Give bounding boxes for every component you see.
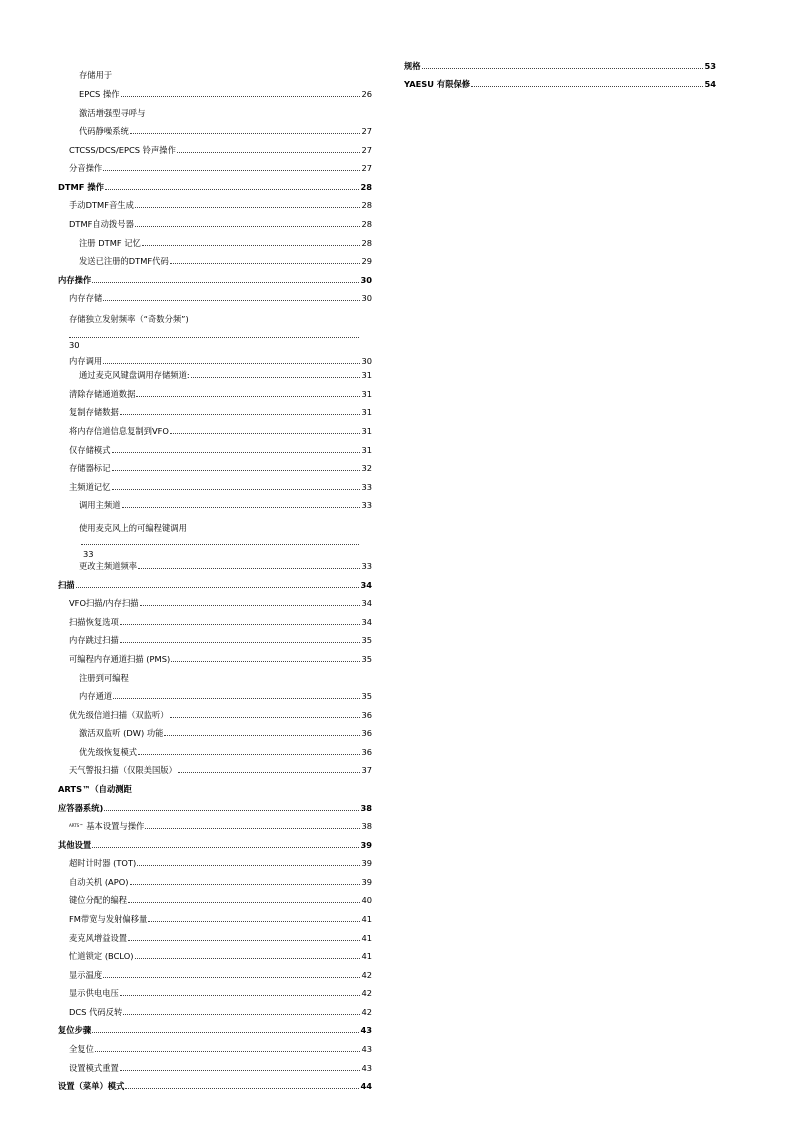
toc-entry-page: 42 <box>361 988 372 998</box>
toc-entry-page: 35 <box>361 654 372 664</box>
toc-dot-leader <box>138 753 360 755</box>
toc-entry[interactable] <box>58 1059 372 1073</box>
toc-entry[interactable] <box>58 1077 372 1091</box>
toc-entry[interactable] <box>58 669 372 683</box>
toc-entry-page: 43 <box>360 1025 372 1035</box>
toc-entry-title: 全复位 <box>69 1044 94 1054</box>
toc-entry-title: 规格 <box>404 61 421 71</box>
arts-logo: ARTS™ <box>69 823 84 828</box>
toc-entry-page: 36 <box>361 728 372 738</box>
toc-dot-leader <box>142 244 361 246</box>
toc-entry-page: 39 <box>360 840 372 850</box>
toc-entry-title: 主频道记忆 <box>69 482 111 492</box>
toc-dot-leader <box>170 716 361 718</box>
toc-entry[interactable] <box>58 929 372 943</box>
toc-entry-page: 33 <box>361 561 372 571</box>
toc-entry[interactable] <box>58 891 372 905</box>
toc-entry-title: 内存调用 <box>69 356 103 366</box>
toc-entry[interactable] <box>58 576 372 590</box>
toc-entry[interactable] <box>58 687 372 701</box>
toc-entry-title: 代码静噪系统 <box>79 126 129 136</box>
toc-dot-leader <box>81 543 359 545</box>
toc-entry[interactable] <box>58 1003 372 1017</box>
toc-entry-page: 41 <box>361 951 372 961</box>
toc-entry-title: 扫描 <box>58 580 75 590</box>
toc-entry-title: 显示温度 <box>69 970 103 980</box>
toc-entry-title: 可编程内存通道扫描 (PMS) <box>69 654 171 664</box>
toc-dot-leader <box>171 660 360 662</box>
toc-entry[interactable] <box>58 178 372 192</box>
toc-entry-title: 优先级恢复模式 <box>79 747 138 757</box>
toc-entry-title: 复制存储数据 <box>69 407 119 417</box>
toc-dot-leader <box>128 939 360 941</box>
toc-entry-page: 40 <box>361 895 372 905</box>
toc-dot-leader <box>135 225 361 227</box>
toc-entry[interactable] <box>58 984 372 998</box>
toc-dot-leader <box>113 697 360 699</box>
toc-entry-page: 31 <box>361 445 372 455</box>
toc-dot-leader <box>123 1013 360 1015</box>
toc-entry-page: 30 <box>360 275 372 285</box>
toc-entry[interactable] <box>58 557 372 571</box>
toc-dot-leader <box>130 883 361 885</box>
toc-entry-title: 内存跳过扫描 <box>69 635 119 645</box>
toc-entry-page: 38 <box>361 821 372 831</box>
toc-entry-page: 27 <box>361 126 372 136</box>
toc-entry-page: 36 <box>361 747 372 757</box>
toc-dot-leader <box>135 957 361 959</box>
toc-entry[interactable] <box>58 1040 372 1054</box>
toc-entry-page: 42 <box>361 1007 372 1017</box>
toc-entry-title: EPCS 操作 <box>79 89 120 99</box>
toc-entry[interactable] <box>58 122 372 136</box>
toc-entry[interactable] <box>58 66 372 80</box>
toc-entry-page: 26 <box>361 89 372 99</box>
toc-entry[interactable] <box>58 650 372 664</box>
toc-entry-title: VFO扫描/内存扫描 <box>69 598 139 608</box>
toc-entry[interactable] <box>58 271 372 285</box>
toc-entry[interactable] <box>58 910 372 924</box>
toc-dot-leader <box>422 67 704 69</box>
toc-entry-page: 34 <box>361 617 372 627</box>
toc-entry[interactable] <box>58 947 372 961</box>
toc-entry-page: 31 <box>361 407 372 417</box>
toc-dot-leader <box>120 413 361 415</box>
toc-entry-page: 37 <box>361 765 372 775</box>
toc-entry[interactable] <box>58 252 372 266</box>
toc-entry-page: 29 <box>361 256 372 266</box>
toc-entry-title: 键位分配的编程 <box>69 895 128 905</box>
toc-entry-title: 内存操作 <box>58 275 92 285</box>
toc-entry[interactable] <box>58 780 372 794</box>
toc-dot-leader <box>112 469 361 471</box>
toc-dot-leader <box>112 451 361 453</box>
toc-entry-title: ARTS™（自动测距 <box>58 784 132 794</box>
toc-entry-title: 激活双监听 (DW) 功能 <box>79 728 164 738</box>
toc-entry-title: 扫描恢复选项 <box>69 617 119 627</box>
toc-entry-title: 复位步骤 <box>58 1025 92 1035</box>
toc-entry[interactable] <box>58 496 372 510</box>
toc-dot-leader <box>120 1069 361 1071</box>
toc-entry-page: 30 <box>361 293 372 303</box>
toc-entry-page: 44 <box>360 1081 372 1091</box>
toc-entry-title: 清除存储通道数据 <box>69 389 136 399</box>
toc-entry-title: DTMF自动拨号器 <box>69 219 134 229</box>
toc-entry-title: 将内存信道信息复制到VFO <box>69 426 169 436</box>
toc-entry[interactable] <box>58 799 372 813</box>
toc-entry-page: 41 <box>361 914 372 924</box>
toc-entry-title: 存储器标记 <box>69 463 111 473</box>
toc-entry[interactable] <box>58 761 372 775</box>
toc-entry[interactable] <box>58 196 372 210</box>
toc-entry[interactable] <box>58 85 372 99</box>
toc-dot-leader <box>122 506 361 508</box>
toc-entry-title: 自动关机 (APO) <box>69 877 129 887</box>
toc-entry-title: 存储用于 <box>79 70 113 80</box>
toc-entry-title: 注册 DTMF 记忆 <box>79 238 141 248</box>
toc-entry-page: 39 <box>361 877 372 887</box>
toc-entry-title: FM带宽与发射偏移量 <box>69 914 148 924</box>
toc-entry-title: 手动DTMF音生成 <box>69 200 134 210</box>
toc-entry-title: 仅存储模式 <box>69 445 111 455</box>
toc-entry-title: 设置（菜单）模式 <box>58 1081 125 1091</box>
toc-dot-leader <box>95 1050 361 1052</box>
toc-entry-odd-split-page: 30 <box>69 340 80 350</box>
toc-entry[interactable] <box>58 422 372 436</box>
toc-dot-leader <box>130 132 361 134</box>
toc-entry[interactable] <box>404 57 716 71</box>
toc-entry[interactable] <box>58 966 372 980</box>
toc-entry[interactable] <box>58 459 372 473</box>
toc-dot-leader <box>125 1087 359 1089</box>
toc-entry-page: 33 <box>361 482 372 492</box>
toc-entry-title: 基本设置与操作 <box>86 821 145 831</box>
toc-entry[interactable] <box>58 215 372 229</box>
toc-dot-leader <box>92 281 359 283</box>
toc-entry[interactable] <box>58 836 372 850</box>
toc-entry-page: 27 <box>361 145 372 155</box>
toc-dot-leader <box>138 567 360 569</box>
toc-entry-mic-key-title[interactable]: 使用麦克风上的可编程键调用 <box>79 523 187 533</box>
toc-dot-leader <box>148 920 360 922</box>
toc-dot-leader <box>103 976 360 978</box>
toc-entry-page: 36 <box>361 710 372 720</box>
toc-entry-page: 35 <box>361 691 372 701</box>
toc-entry-page: 33 <box>361 500 372 510</box>
toc-entry[interactable] <box>58 159 372 173</box>
toc-dot-leader <box>76 586 360 588</box>
toc-dot-leader <box>145 827 360 829</box>
toc-entry[interactable] <box>58 1021 372 1035</box>
toc-entry[interactable] <box>58 403 372 417</box>
toc-entry[interactable] <box>58 873 372 887</box>
toc-dot-leader <box>112 488 361 490</box>
toc-entry-page: 35 <box>361 635 372 645</box>
toc-entry-page: 54 <box>704 79 716 89</box>
toc-entry-title: 内存存储 <box>69 293 103 303</box>
toc-entry-page: 31 <box>361 426 372 436</box>
toc-entry-title: 发送已注册的DTMF代码 <box>79 256 169 266</box>
toc-entry-page: 34 <box>360 580 372 590</box>
toc-dot-leader <box>120 623 361 625</box>
toc-entry-page: 31 <box>361 370 372 380</box>
toc-entry[interactable] <box>404 75 716 89</box>
toc-dot-leader <box>120 641 361 643</box>
toc-entry-page: 38 <box>360 803 372 813</box>
toc-entry-page: 43 <box>361 1063 372 1073</box>
toc-dot-leader <box>135 206 361 208</box>
toc-entry-page: 42 <box>361 970 372 980</box>
toc-entry[interactable] <box>58 613 372 627</box>
toc-entry[interactable] <box>58 817 372 831</box>
toc-entry[interactable] <box>58 441 372 455</box>
toc-entry-title: CTCSS/DCS/EPCS 铃声操作 <box>69 145 176 155</box>
toc-dot-leader <box>103 299 360 301</box>
toc-entry-page: 28 <box>361 200 372 210</box>
toc-dot-leader <box>121 95 361 97</box>
toc-entry-title: 更改主频道频率 <box>79 561 138 571</box>
toc-entry[interactable] <box>58 289 372 303</box>
toc-dot-leader <box>120 994 361 996</box>
toc-entry-page: 43 <box>361 1044 372 1054</box>
toc-dot-leader <box>69 336 359 338</box>
toc-dot-leader <box>178 771 361 773</box>
toc-dot-leader <box>103 169 360 171</box>
toc-entry-odd-split-title[interactable]: 存储独立发射频率（“奇数分频”) <box>69 314 189 324</box>
toc-entry-title: 麦克风增益设置 <box>69 933 128 943</box>
toc-entry-title: 忙道锁定 (BCLO) <box>69 951 134 961</box>
toc-dot-leader <box>103 362 360 364</box>
toc-entry[interactable] <box>58 366 372 380</box>
toc-entry-page: 32 <box>361 463 372 473</box>
toc-entry-title: 内存通道 <box>79 691 113 701</box>
toc-entry-title: 调用主频道 <box>79 500 121 510</box>
toc-dot-leader <box>140 604 361 606</box>
toc-entry[interactable] <box>58 631 372 645</box>
toc-entry-title: 通过麦克风键盘调用存储频道: <box>79 370 190 380</box>
toc-entry-title: 分音操作 <box>69 163 103 173</box>
toc-dot-leader <box>137 864 360 866</box>
toc-entry[interactable] <box>58 743 372 757</box>
toc-dot-leader <box>177 151 361 153</box>
toc-entry-title: 天气警报扫描（仅限美国版） <box>69 765 177 775</box>
toc-entry-page: 31 <box>361 389 372 399</box>
toc-dot-leader <box>471 85 703 87</box>
toc-entry-title: DCS 代码反转 <box>69 1007 123 1017</box>
toc-entry[interactable] <box>58 854 372 868</box>
toc-dot-leader <box>128 901 360 903</box>
toc-entry[interactable] <box>58 385 372 399</box>
toc-entry[interactable] <box>58 706 372 720</box>
toc-entry-title: 超时计时器 (TOT) <box>69 858 137 868</box>
toc-entry-page: 53 <box>704 61 716 71</box>
toc-dot-leader <box>92 1031 359 1033</box>
toc-entry-title: 优先级信道扫描（双监听） <box>69 710 169 720</box>
toc-entry-title: 应答器系统) <box>58 803 104 813</box>
toc-entry[interactable] <box>58 594 372 608</box>
toc-entry[interactable] <box>58 104 372 118</box>
toc-entry-title: 显示供电电压 <box>69 988 119 998</box>
toc-entry[interactable] <box>58 478 372 492</box>
toc-dot-leader <box>170 262 361 264</box>
toc-entry-title: 注册到可编程 <box>79 673 129 683</box>
toc-dot-leader <box>104 809 359 811</box>
toc-dot-leader <box>92 846 359 848</box>
toc-entry-title: YAESU 有限保修 <box>404 79 471 89</box>
toc-entry-title: DTMF 操作 <box>58 182 104 192</box>
toc-entry-page: 27 <box>361 163 372 173</box>
toc-dot-leader <box>170 432 360 434</box>
toc-entry[interactable] <box>58 141 372 155</box>
toc-entry[interactable] <box>58 724 372 738</box>
toc-dot-leader <box>164 734 360 736</box>
toc-entry-page: 28 <box>361 219 372 229</box>
toc-dot-leader <box>191 376 361 378</box>
toc-entry-memory-recall[interactable] <box>58 352 372 366</box>
toc-dot-leader <box>105 188 360 190</box>
toc-entry[interactable] <box>58 234 372 248</box>
toc-entry-page: 30 <box>361 356 372 366</box>
toc-entry-page: 34 <box>361 598 372 608</box>
toc-dot-leader <box>136 395 360 397</box>
toc-entry-title: 设置模式重置 <box>69 1063 119 1073</box>
toc-entry-mic-key-page: 33 <box>83 549 94 559</box>
toc-entry-title: 激活增强型寻呼与 <box>79 108 146 118</box>
toc-entry-page: 28 <box>361 238 372 248</box>
toc-entry-page: 39 <box>361 858 372 868</box>
toc-entry-title: 其他设置 <box>58 840 92 850</box>
toc-entry-page: 41 <box>361 933 372 943</box>
toc-entry-page: 28 <box>360 182 372 192</box>
